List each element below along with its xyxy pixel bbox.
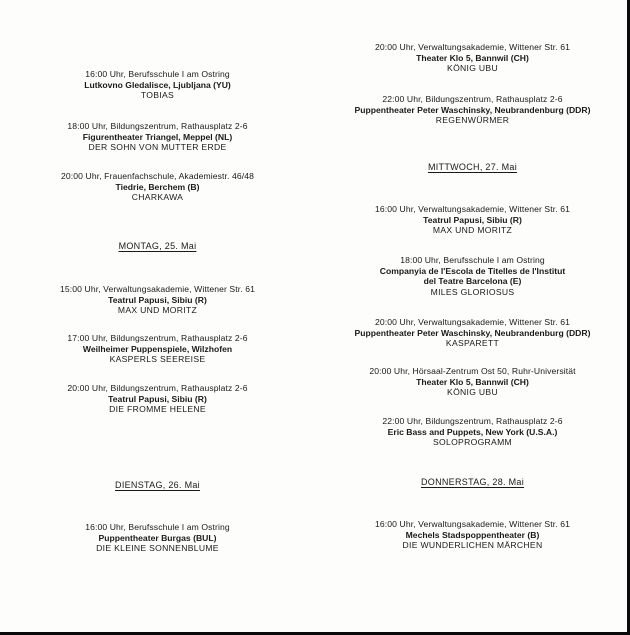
event-block [315,317,630,349]
event-block [315,416,630,448]
event-title: KASPARETT [445,338,500,349]
event-company: Puppentheater Burgas (BUL) [98,532,217,543]
event-block [0,69,315,101]
event-title: CHARKAWA [131,192,184,203]
event-block [0,522,315,554]
event-time-venue: 20:00 Uhr, Verwaltungsakademie, Wittener Str. 61 [375,317,570,327]
event-company: Puppentheater Peter Waschinsky, Neubrandenburg (DDR) [354,104,591,115]
event-block [315,366,630,398]
day-heading-label: DIENSTAG, 26. Mai [115,480,200,490]
event-title: KÖNIG UBU [447,387,498,398]
event-company: Eric Bass and Puppets, New York (U.S.A.) [387,426,558,437]
event-block [0,121,315,153]
event-title: DIE FROMME HELENE [109,404,206,415]
event-title: KASPERLS SEEREISE [109,354,206,365]
event-block [315,204,630,236]
event-block [315,519,630,551]
event-time-venue: 16:00 Uhr, Verwaltungsakademie, Wittener Str. 61 [375,204,570,214]
day-heading-label: DONNERSTAG, 28. Mai [420,477,525,487]
event-company: Weilheimer Puppenspiele, Wilzhofen [82,343,233,354]
event-company: Mechels Stadspoppentheater (B) [405,529,540,540]
day-heading [0,480,315,490]
event-company: Teatrul Papusi, Sibiu (R) [423,214,522,225]
event-company: Lutkovno Gledalisce, Ljubljana (YU) [84,79,231,90]
event-time-venue: 20:00 Uhr, Frauenfachschule, Akademiestr. 46/48 [61,171,254,181]
event-title: TOBIAS [140,90,175,101]
event-company: Theater Klo 5, Bannwil (CH) [416,52,529,63]
day-heading [315,477,630,487]
event-company: Teatrul Papusi, Sibiu (R) [108,294,207,305]
event-time-venue: 22:00 Uhr, Bildungszentrum, Rathausplatz 2-6 [382,416,563,426]
event-time-venue: 22:00 Uhr, Bildungszentrum, Rathausplatz 2-6 [382,94,563,104]
event-company: Teatrul Papusi, Sibiu (R) [108,393,207,404]
event-time-venue: 15:00 Uhr, Verwaltungsakademie, Wittener Str. 61 [60,284,255,294]
event-time-venue: 20:00 Uhr, Bildungszentrum, Rathausplatz 2-6 [67,383,248,393]
event-time-venue: 20:00 Uhr, Hörsaal-Zentrum Ost 50, Ruhr-Universität [369,366,576,376]
day-heading-label: MONTAG, 25. Mai [118,241,197,251]
event-time-venue: 18:00 Uhr, Berufsschule I am Ostring [400,255,545,265]
day-heading [0,241,315,251]
event-title: DIE KLEINE SONNENBLUME [96,543,219,554]
day-heading-label: MITTWOCH, 27. Mai [427,162,518,172]
event-title: MILES GLORIOSUS [430,286,515,297]
event-block [315,94,630,126]
event-title: SOLOPROGRAMM [432,437,513,448]
event-block [0,171,315,203]
event-block [0,284,315,316]
event-company: Tiedrie, Berchem (B) [115,181,200,192]
event-title: DIE WUNDERLICHEN MÄRCHEN [402,540,543,551]
event-company-line-2: del Teatre Barcelona (E) [423,276,522,287]
event-title: REGENWÜRMER [435,115,510,126]
event-company: Theater Klo 5, Bannwil (CH) [416,376,529,387]
event-time-venue: 16:00 Uhr, Berufsschule I am Ostring [85,522,230,532]
event-block [315,42,630,74]
event-block [0,383,315,415]
event-block [0,333,315,365]
event-time-venue: 16:00 Uhr, Verwaltungsakademie, Wittener Str. 61 [375,519,570,529]
right-column [315,0,630,635]
event-block [315,255,630,297]
event-company: Companyia de l'Escola de Titelles de l'Institut [379,265,566,276]
event-title: DER SOHN VON MUTTER ERDE [88,142,227,153]
event-title: MAX UND MORITZ [117,305,198,316]
day-heading [315,162,630,172]
event-time-venue: 17:00 Uhr, Bildungszentrum, Rathausplatz 2-6 [67,333,248,343]
event-title: KÖNIG UBU [447,63,498,74]
event-time-venue: 18:00 Uhr, Bildungszentrum, Rathausplatz 2-6 [67,121,248,131]
event-time-venue: 16:00 Uhr, Berufsschule I am Ostring [85,69,230,79]
event-company: Puppentheater Peter Waschinsky, Neubrandenburg (DDR) [354,327,591,338]
event-time-venue: 20:00 Uhr, Verwaltungsakademie, Wittener Str. 61 [375,42,570,52]
event-title: MAX UND MORITZ [432,225,513,236]
event-company: Figurentheater Triangel, Meppel (NL) [82,131,233,142]
